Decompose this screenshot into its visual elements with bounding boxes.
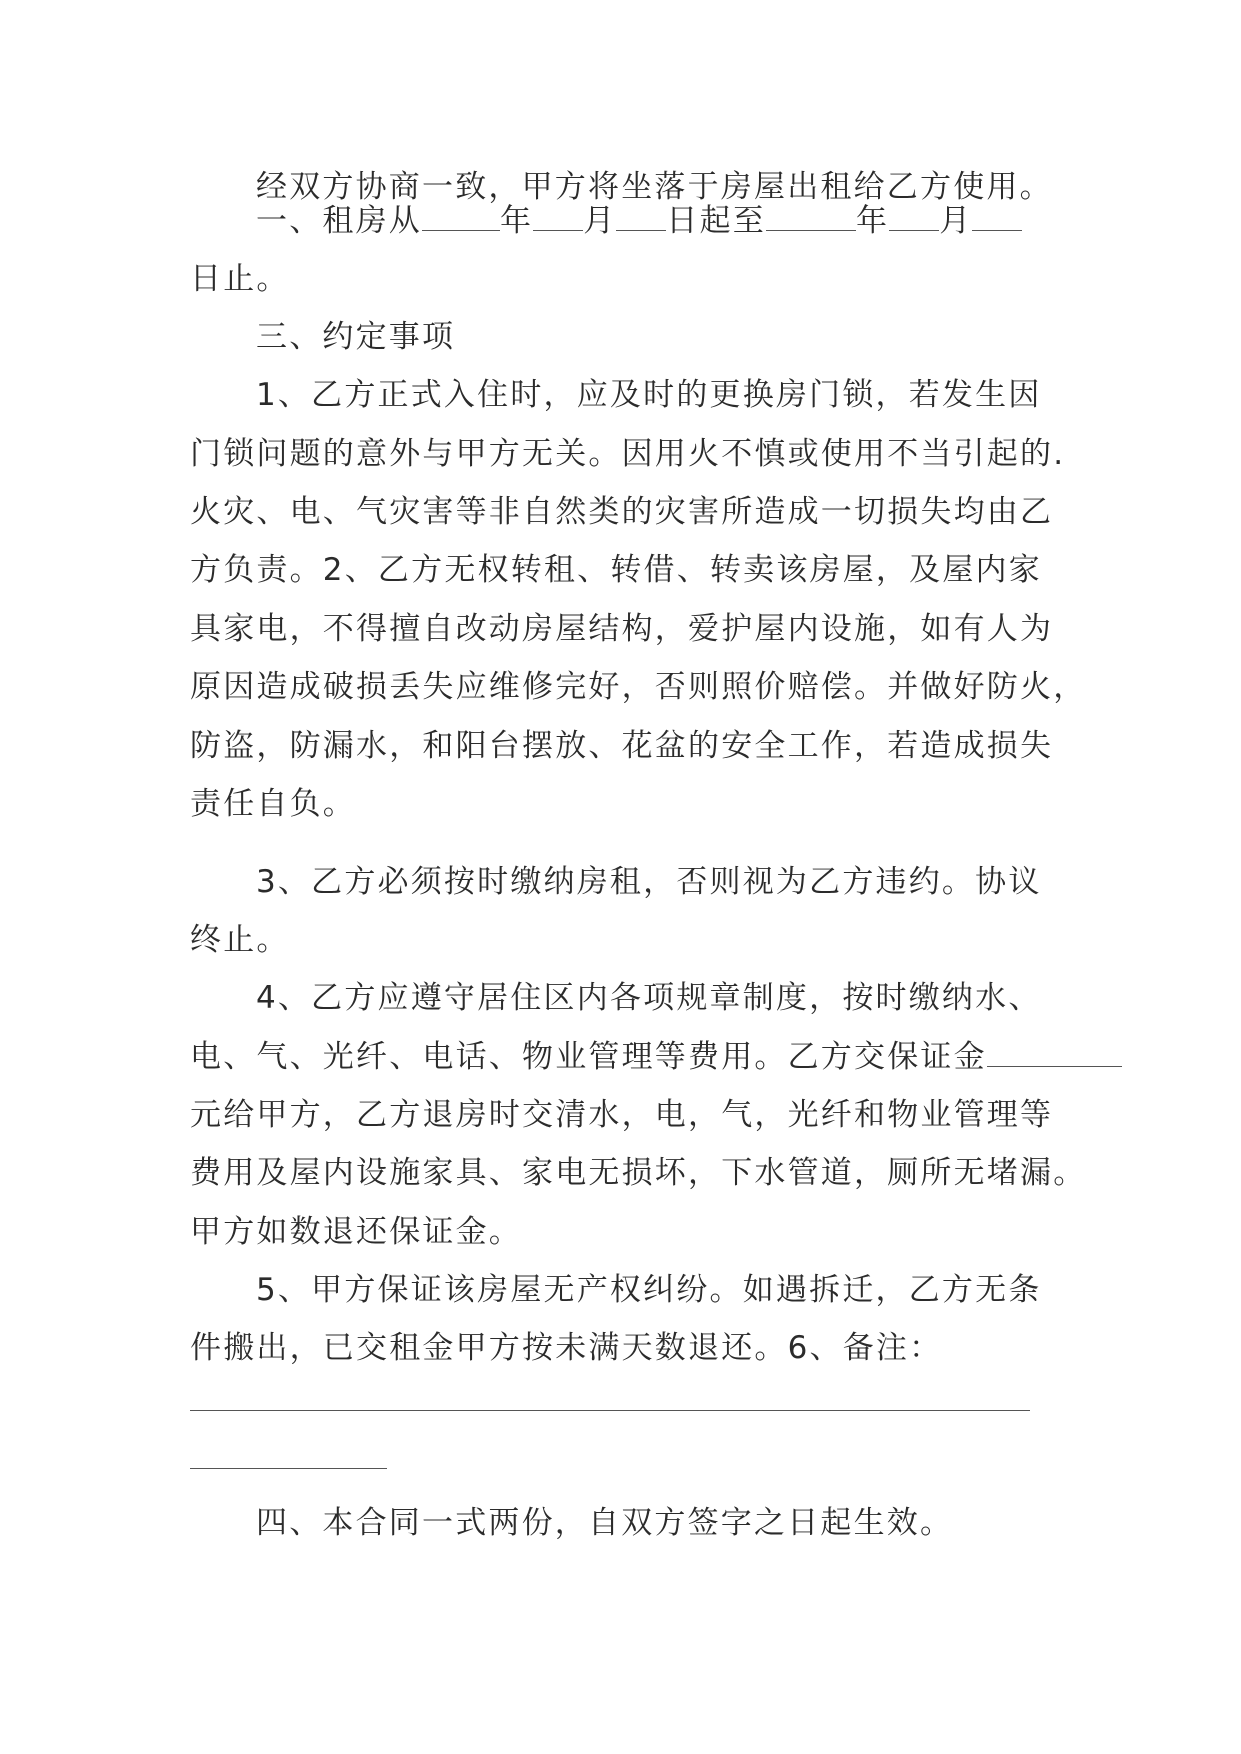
clause-2-line-5: 责任自负。: [190, 786, 356, 822]
end-year-blank[interactable]: [766, 202, 856, 231]
clause-4-line-4: 费用及屋内设施家具、家电无损坏，下水管道，厕所无堵漏。: [190, 1155, 1087, 1191]
end-month-blank[interactable]: [889, 202, 939, 231]
lease-term-line: 一、租房从 年 月 日起至 年 月: [256, 201, 1022, 241]
clause-1-line-1: 1、乙方正式入住时，应及时的更换房门锁，若发生因: [256, 377, 1042, 413]
end-day-blank[interactable]: [972, 202, 1022, 231]
clause-4-line-3: 元给甲方，乙方退房时交清水，电，气，光纤和物业管理等: [190, 1097, 1054, 1133]
clause-1-line-3: 火灾、电、气灾害等非自然类的灾害所造成一切损失均由乙: [190, 494, 1054, 530]
section-heading-terms: 三、约定事项: [256, 319, 456, 355]
effective-clause: 四、本合同一式两份，自双方签字之日起生效。: [256, 1505, 954, 1541]
clause-5-line-2: 件搬出，已交租金甲方按未满天数退还。6、备注：: [190, 1330, 943, 1366]
intro-paragraph: 经双方协商一致，甲方将坐落于房屋出租给乙方使用。: [256, 169, 1053, 205]
clause-3-line-2: 终止。: [190, 922, 290, 958]
start-month-blank[interactable]: [533, 202, 583, 231]
start-year-blank[interactable]: [422, 202, 500, 231]
clause-4-line-5: 甲方如数退还保证金。: [190, 1214, 522, 1250]
clause-2-line-2: 具家电，不得擅自改动房屋结构，爱护屋内设施，如有人为: [190, 611, 1054, 647]
clause-1-line-2: 门锁问题的意外与甲方无关。因用火不慎或使用不当引起的.: [190, 436, 1066, 472]
clause-2-line-1: 方负责。2、乙方无权转租、转借、转卖该房屋，及屋内家: [190, 552, 1042, 588]
clause-2-line-3: 原因造成破损丢失应维修完好，否则照价赔偿。并做好防火，: [190, 669, 1087, 705]
remarks-blank-line-2[interactable]: [190, 1468, 387, 1469]
remarks-blank-line-1[interactable]: [190, 1410, 1030, 1411]
clause-2-line-4: 防盗，防漏水，和阳台摆放、花盆的安全工作，若造成损失: [190, 728, 1054, 764]
clause-3-line-1: 3、乙方必须按时缴纳房租，否则视为乙方违约。协议: [256, 864, 1042, 900]
clause-4-line-1: 4、乙方应遵守居住区内各项规章制度，按时缴纳水、: [256, 980, 1042, 1016]
deposit-amount-blank[interactable]: [987, 1038, 1122, 1067]
clause-5-line-1: 5、甲方保证该房屋无产权纠纷。如遇拆迁，乙方无条: [256, 1272, 1042, 1308]
clause-4-line-2: 电、气、光纤、电话、物业管理等费用。乙方交保证金: [190, 1037, 1122, 1077]
lease-term-end: 日止。: [190, 261, 290, 297]
start-day-blank[interactable]: [616, 202, 666, 231]
